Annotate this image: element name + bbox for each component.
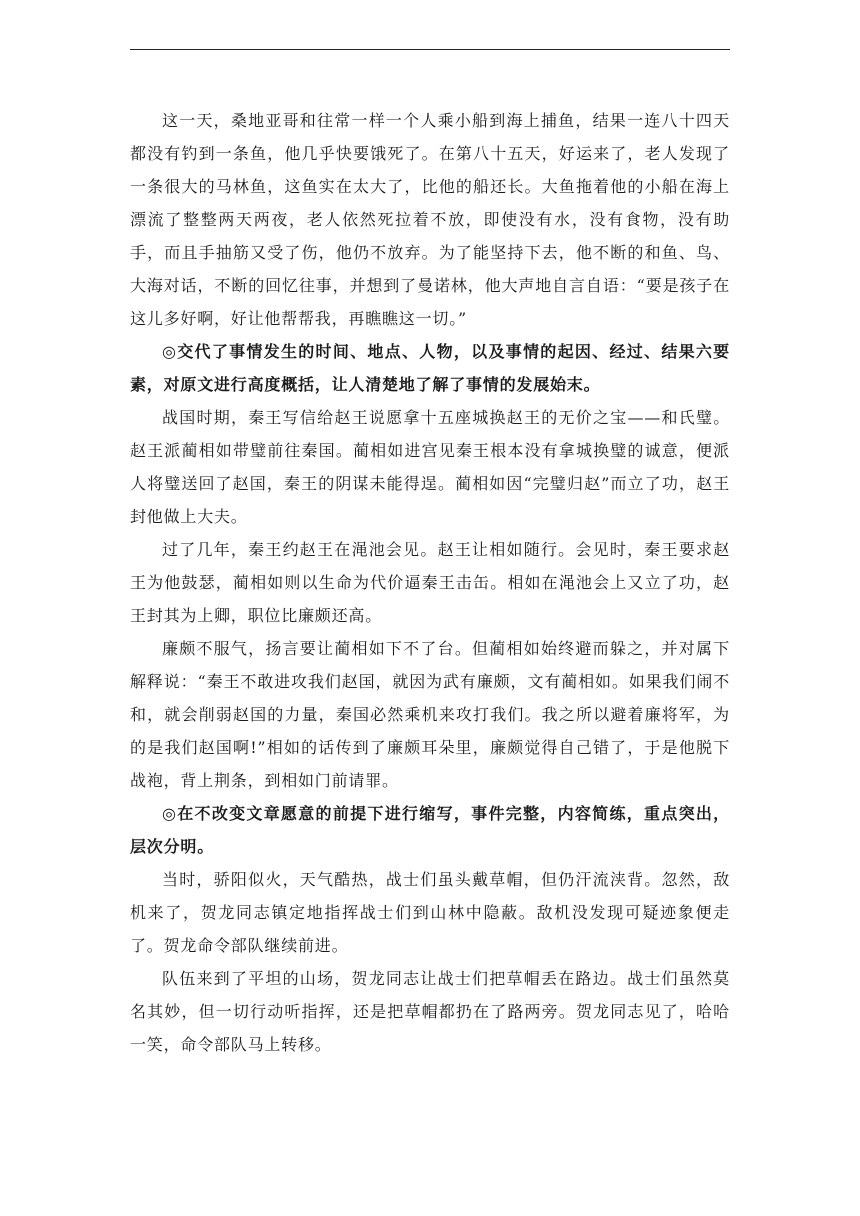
paragraph-mianchi-meeting: 过了几年，秦王约赵王在渑池会见。赵王让相如随行。会见时，秦王要求赵王为他鼓瑟，蔺相如则以生命为代价逼秦王击缶。相如在渑池会上又立了功，赵王封其为上卿，职位比廉颇还高。: [130, 540, 730, 625]
paragraph-jade-returned: 战国时期，秦王写信给赵王说愿拿十五座城换赵王的无价之宝——和氏璧。赵王派蔺相如带璧前往秦国。蔺相如进宫见秦王根本没有拿城换璧的诚意，便派人将璧送回了赵国，秦王的阴谋未能得逞。蔺相如因“完璧归赵”而立了功，赵王封他做上大夫。: [130, 408, 730, 526]
header-rule: [130, 49, 730, 50]
paragraph-enemy-aircraft: 当时，骄阳似火，天气酷热，战士们虽头戴草帽，但仍汗流浃背。忽然，敌机来了，贺龙同志镇定地指挥战士们到山林中隐蔽。敌机没发现可疑迹象便走了。贺龙命令部队继续前进。: [130, 870, 730, 955]
document-body: [130, 104, 730, 1061]
paragraph-straw-hats: 队伍来到了平坦的山场，贺龙同志让战士们把草帽丢在路边。战士们虽然莫名其妙，但一切行动听指挥，还是把草帽都扔在了路两旁。贺龙同志见了，哈哈一笑，命令部队马上转移。: [130, 969, 730, 1054]
paragraph-lianpo-apology: 廉颇不服气，扬言要让蔺相如下不了台。但蔺相如始终避而躲之，并对属下解释说：“秦王不敢进攻我们赵国，就因为武有廉颇，文有蔺相如。如果我们闹不和，就会削弱赵国的力量，秦国必然乘机来攻打我们。我之所以避着廉将军，为的是我们赵国啊!”相如的话传到了廉颇耳朵里，廉颇觉得自己错了，于是他脱下战袍，背上荆条，到相如门前请罪。: [130, 639, 730, 790]
commentary-six-elements: ◎交代了事情发生的时间、地点、人物，以及事情的起因、经过、结果六要素，对原文进行高度概括，让人清楚地了解了事情的发展始末。: [130, 342, 730, 394]
paragraph-old-man-fishing: 这一天，桑地亚哥和往常一样一个人乘小船到海上捕鱼，结果一连八十四天都没有钓到一条鱼，他几乎快要饿死了。在第八十五天，好运来了，老人发现了一条很大的马林鱼，这鱼实在太大了，比他的船还长。大鱼拖着他的小船在海上漂流了整整两天两夜，老人依然死拉着不放，即使没有水，没有食物，没有助手，而且手抽筋又受了伤，他仍不放弃。为了能坚持下去，他不断的和鱼、鸟、大海对话，不断的回忆往事，并想到了曼诺林，他大声地自言自语：“要是孩子在这儿多好啊，好让他帮帮我，再瞧瞧这一切。”: [130, 111, 730, 328]
commentary-abridgement: ◎在不改变文章愿意的前提下进行缩写，事件完整，内容简练，重点突出，层次分明。: [130, 804, 730, 856]
